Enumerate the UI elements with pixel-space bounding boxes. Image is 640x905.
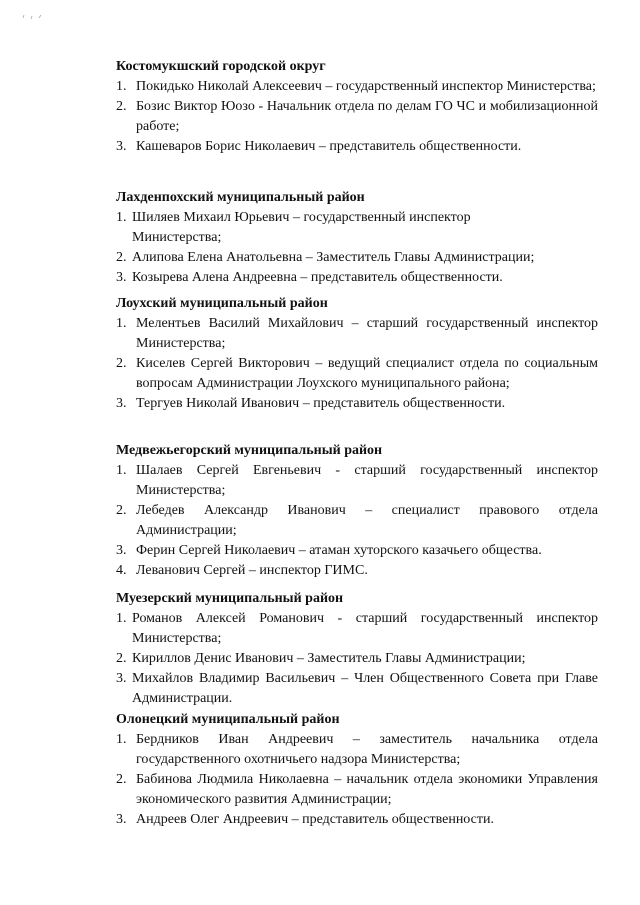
item-text: Леванович Сергей – инспектор ГИМС.	[136, 563, 368, 578]
item-text: Бозис Виктор Юозо - Начальник отдела по делам ГО ЧС и мобилизационной работе;	[136, 99, 598, 134]
item-text: Мелентьев Василий Михайлович – старший государственный инспектор Министерства;	[136, 316, 598, 351]
item-number: 3.	[116, 396, 127, 411]
list-item	[116, 97, 598, 137]
item-number: 3.	[116, 139, 127, 154]
item-text: Кашеваров Борис Николаевич – представитель общественности.	[136, 139, 522, 154]
item-text: Михайлов Владимир Васильевич – Член Общественного Совета при Главе Администрации.	[132, 671, 598, 706]
item-number: 1.	[116, 463, 127, 478]
section-title: Медвежьегорский муниципальный район	[116, 443, 383, 458]
item-text: Кириллов Денис Иванович – Заместитель Главы Администрации;	[132, 651, 526, 666]
section-title: Лоухский муниципальный район	[116, 296, 328, 311]
item-text: Тергуев Николай Иванович – представитель общественности.	[136, 396, 506, 411]
section-louhi	[116, 296, 598, 414]
section-title: Лахденпохский муниципальный район	[116, 190, 365, 205]
item-number: 2.	[116, 772, 127, 787]
item-text: Бердников Иван Андреевич – заместитель начальника отдела государственного охотничьего надзора Министерства;	[136, 732, 598, 767]
list-item	[116, 137, 598, 157]
section-title: Олонецкий муниципальный район	[116, 712, 340, 727]
item-number: 3.	[116, 812, 127, 827]
item-number: 2.	[116, 250, 127, 265]
list-item	[116, 730, 598, 770]
item-number: 1.	[116, 210, 127, 225]
item-text: Алипова Елена Анатольевна – Заместитель Главы Администрации;	[132, 250, 535, 265]
item-number: 3.	[116, 543, 127, 558]
section-lahdenpohja	[116, 190, 598, 288]
section-medvezhyegorsk	[116, 443, 598, 581]
item-number: 2.	[116, 651, 127, 666]
item-number: 2.	[116, 356, 127, 371]
item-text: Шалаев Сергей Евгеньевич - старший государственный инспектор Министерства;	[136, 463, 598, 498]
item-number: 1.	[116, 79, 127, 94]
item-text: Киселев Сергей Викторович – ведущий специалист отдела по социальным вопросам Администрации Лоухского муниципального района;	[136, 356, 598, 391]
list-item	[116, 609, 598, 649]
section-title: Костомукшский городской округ	[116, 59, 326, 74]
list-item	[116, 268, 598, 288]
item-number: 1.	[116, 732, 127, 747]
section-title: Муезерский муниципальный район	[116, 591, 344, 606]
item-number: 3.	[116, 671, 127, 686]
list-item	[116, 208, 598, 248]
list-item	[116, 77, 598, 97]
list-item	[116, 770, 598, 810]
list-item	[116, 649, 598, 669]
item-text: Романов Алексей Романович - старший государственный инспектор Министерства;	[132, 611, 598, 646]
item-number: 4.	[116, 563, 127, 578]
list-item	[116, 248, 598, 268]
item-text: Лебедев Александр Иванович – специалист правового отдела Администрации;	[136, 503, 598, 538]
item-text: Козырева Алена Андреевна – представитель общественности.	[132, 270, 503, 285]
section-olonets	[116, 712, 598, 830]
item-text: Покидько Николай Алексеевич – государственный инспектор Министерства;	[136, 79, 596, 94]
list-item	[116, 669, 598, 709]
item-text: Шиляев Михаил Юрьевич – государственный инспектор Министерства;	[132, 210, 471, 245]
item-text: Ферин Сергей Николаевич – атаман хуторского казачьего общества.	[136, 543, 542, 558]
list-item	[116, 354, 598, 394]
item-number: 2.	[116, 503, 127, 518]
list-item	[116, 541, 598, 561]
item-number: 3.	[116, 270, 127, 285]
handwritten-mark	[22, 13, 48, 21]
section-kostomuksha	[116, 59, 598, 157]
item-number: 1.	[116, 316, 127, 331]
list-item	[116, 394, 598, 414]
item-text: Андреев Олег Андреевич – представитель общественности.	[136, 812, 494, 827]
item-number: 2.	[116, 99, 127, 114]
item-number: 1.	[116, 611, 127, 626]
list-item	[116, 314, 598, 354]
list-item	[116, 561, 598, 581]
section-muezersky	[116, 591, 598, 709]
list-item	[116, 501, 598, 541]
item-text: Бабинова Людмила Николаевна – начальник отдела экономики Управления экономического развития Администрации;	[136, 772, 598, 807]
list-item	[116, 461, 598, 501]
list-item	[116, 810, 598, 830]
